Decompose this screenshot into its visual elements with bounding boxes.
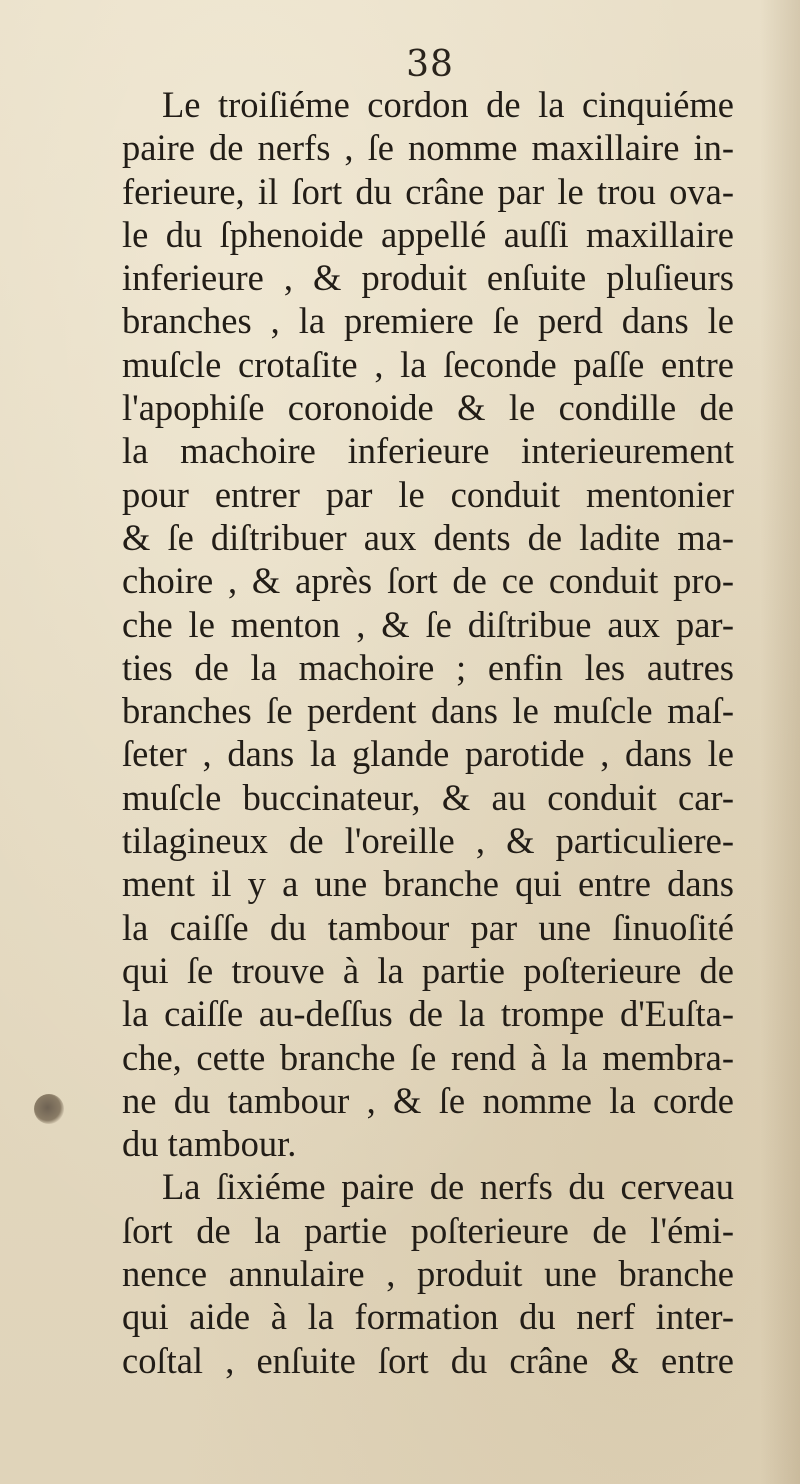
text-line: ſort de la partie poſterieure de l'émi-	[122, 1209, 734, 1251]
text-line: ſeter , dans la glande parotide , dans le	[122, 733, 734, 775]
text-line: ferieure, il ſort du crâne par le trou ova-	[122, 170, 734, 212]
ink-blot-mark	[34, 1094, 64, 1124]
text-line: muſcle buccinateur, & au conduit car-	[122, 776, 734, 818]
text-line: Le troiſiéme cordon de la cinquiéme	[162, 84, 734, 125]
text-line: inferieure , & produit enſuite pluſieurs	[122, 257, 734, 299]
text-line: che, cette branche ſe rend à la membra-	[122, 1036, 734, 1078]
text-line: ment il y a une branche qui entre dans	[122, 863, 734, 905]
text-line: branches ſe perdent dans le muſcle maſ-	[122, 690, 734, 732]
text-line: la caiſſe au-deſſus de la trompe d'Euſta-	[122, 993, 734, 1035]
text-line: tilagineux de l'oreille , & particuliere-	[122, 820, 734, 862]
text-line: du tambour.	[122, 1123, 297, 1165]
text-line: la machoire inferieure interieurement	[122, 430, 734, 472]
text-line: choire , & après ſort de ce conduit pro-	[122, 560, 734, 602]
text-line: branches , la premiere ſe perd dans le	[122, 300, 734, 342]
text-line: pour entrer par le conduit mentonier	[122, 473, 734, 515]
text-line: nence annulaire , produit une branche	[122, 1253, 734, 1295]
text-line: le du ſphenoide appellé auſſi maxillaire	[122, 213, 734, 255]
text-line: muſcle crotaſite , la ſeconde paſſe entre	[122, 343, 734, 385]
body-text	[122, 83, 734, 1382]
text-line: che le menton , & ſe diſtribue aux par-	[122, 603, 734, 645]
text-line: qui ſe trouve à la partie poſterieure de	[122, 949, 734, 991]
text-line: ne du tambour , & ſe nomme la corde	[122, 1079, 734, 1121]
text-line: paire de nerfs , ſe nomme maxillaire in-	[122, 127, 734, 169]
page-number: 38	[406, 44, 454, 85]
text-line: qui aide à la formation du nerf inter-	[122, 1296, 734, 1338]
text-line: ties de la machoire ; enfin les autres	[122, 646, 734, 688]
text-line: coſtal , enſuite ſort du crâne & entre	[122, 1339, 734, 1381]
text-line: l'apophiſe coronoide & le condille de	[122, 387, 734, 429]
page-edge-shadow	[760, 0, 800, 1484]
text-line: & ſe diſtribuer aux dents de ladite ma-	[122, 516, 734, 558]
text-line: La ſixiéme paire de nerfs du cerveau	[162, 1166, 734, 1208]
text-line: la caiſſe du tambour par une ſinuoſité	[122, 906, 734, 948]
